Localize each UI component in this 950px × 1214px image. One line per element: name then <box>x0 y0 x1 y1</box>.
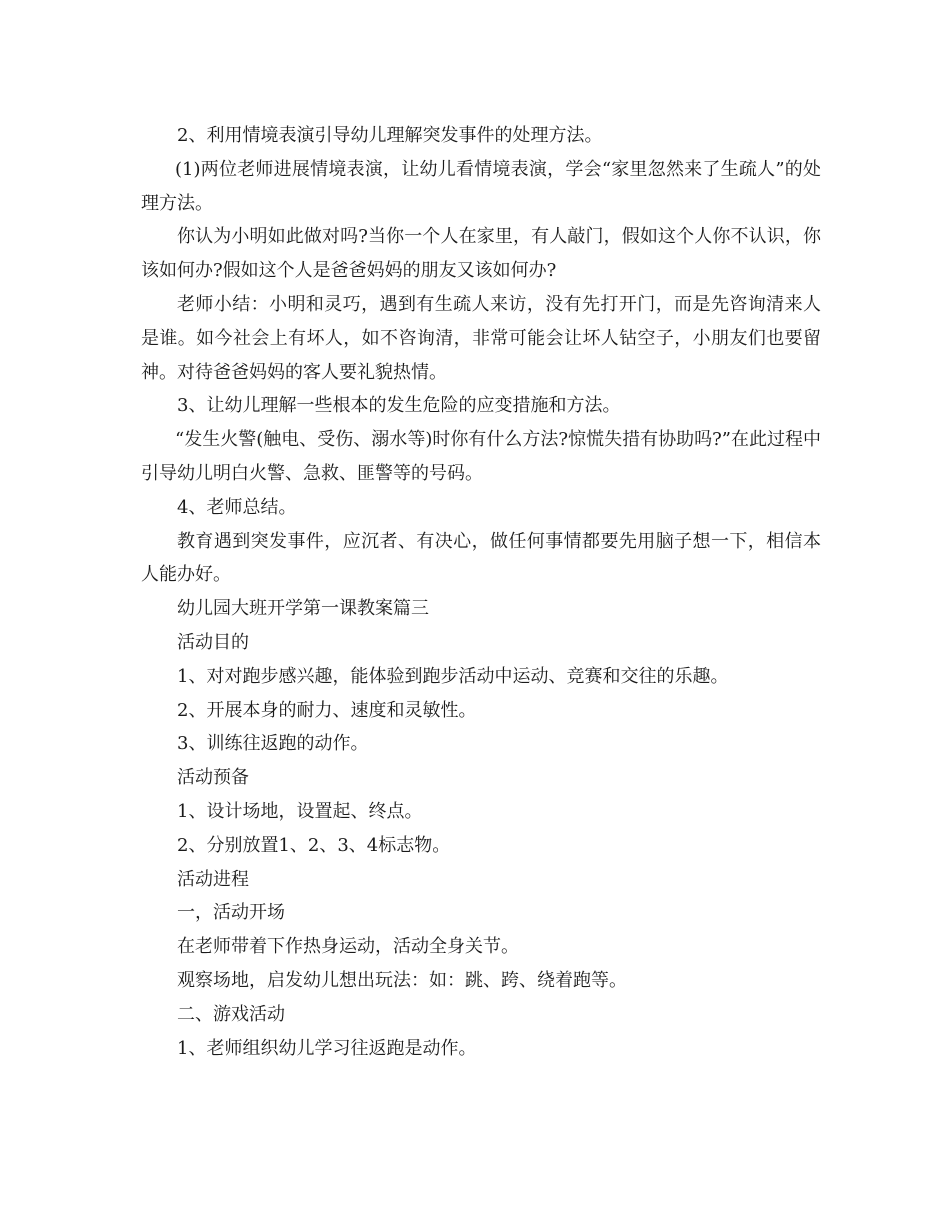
paragraph-warmup: 在老师带着下作热身运动，活动全身关节。 <box>177 936 519 958</box>
paragraph-objectives-heading: 活动目的 <box>177 631 249 653</box>
paragraph-lesson-title: 幼儿园大班开学第一课教案篇三 <box>177 598 429 620</box>
paragraph-opening-heading: 一，活动开场 <box>177 902 285 924</box>
paragraph-teacher-summary: 老师小结：小明和灵巧，遇到有生疏人来访，没有先打开门，而是先咨询清来人是谁。如今社会上有坏人，如不咨询清，非常可能会让坏人钻空子，小朋友们也要留神。对待爸爸妈妈的客人要礼貌热情。 <box>141 293 821 383</box>
paragraph-fire-alarm: “发生火警(触电、受伤、溺水等)时你有什么方法?惊慌失措有协助吗?”在此过程中引导幼儿明白火警、急救、匪警等的号码。 <box>141 429 821 484</box>
paragraph-section-4-heading: 4、老师总结。 <box>177 496 297 518</box>
paragraph-game-heading: 二、游戏活动 <box>177 1003 285 1025</box>
paragraph-questions: 你认为小明如此做对吗?当你一个人在家里，有人敲门，假如这个人你不认识，你该如何办?假如这个人是爸爸妈妈的朋友又该如何办? <box>141 226 821 282</box>
paragraph-education-summary: 教育遇到突发事件，应沉者、有决心，做任何事情都要先用脑子想一下，相信本人能办好。 <box>141 530 821 586</box>
paragraph-observe-field: 观察场地，启发幼儿想出玩法：如：跳、跨、绕着跑等。 <box>177 969 627 991</box>
document-body <box>141 119 821 1065</box>
paragraph-section-3-heading: 3、让幼儿理解一些根本的发生危险的应变措施和方法。 <box>177 395 621 417</box>
paragraph-preparation-heading: 活动预备 <box>177 767 249 789</box>
paragraph-section-2-heading: 2、利用情境表演引导幼儿理解突发事件的处理方法。 <box>177 125 603 146</box>
paragraph-role-play: (1)两位老师进展情境表演，让幼儿看情境表演，学会“家里忽然来了生疏人”的处理方法。 <box>141 158 821 214</box>
paragraph-preparation-2: 2、分别放置1、2、3、4标志物。 <box>177 834 451 856</box>
paragraph-objective-2: 2、开展本身的耐力、速度和灵敏性。 <box>177 699 477 721</box>
paragraph-process-heading: 活动进程 <box>177 868 249 890</box>
paragraph-game-step-1: 1、老师组织幼儿学习往返跑是动作。 <box>177 1037 477 1059</box>
paragraph-objective-1: 1、对对跑步感兴趣，能体验到跑步活动中运动、竞赛和交往的乐趣。 <box>177 665 729 687</box>
paragraph-preparation-1: 1、设计场地，设置起、终点。 <box>177 800 423 822</box>
paragraph-objective-3: 3、训练往返跑的动作。 <box>177 733 369 755</box>
